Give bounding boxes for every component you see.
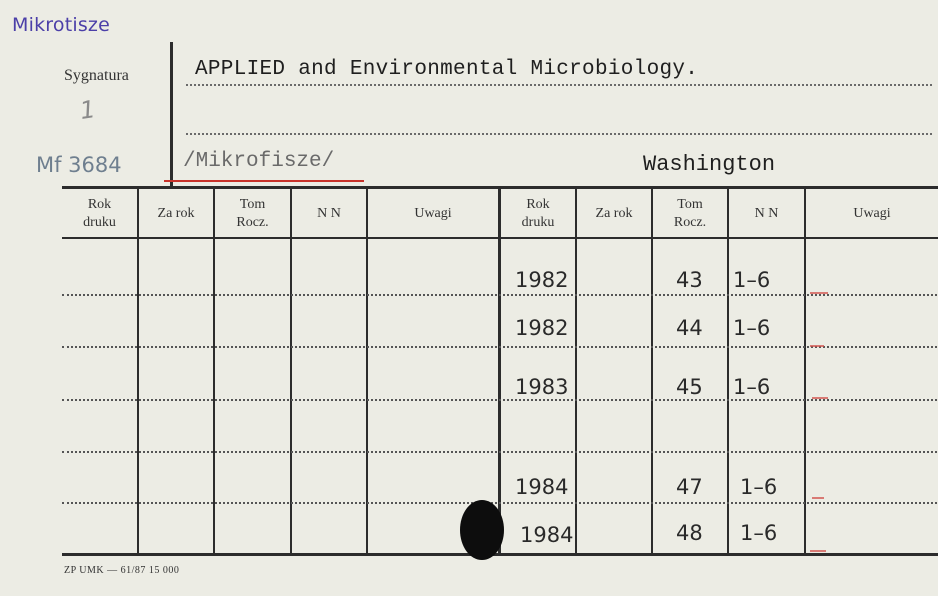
row-line — [62, 451, 937, 453]
red-mark — [810, 345, 824, 347]
column-divider — [290, 188, 292, 556]
entry-nn: 1–6 — [733, 316, 771, 340]
red-mark — [810, 550, 826, 552]
header-uwagi: Uwagi — [853, 206, 891, 221]
column-divider — [651, 188, 653, 556]
entry-tom: 48 — [676, 521, 703, 545]
signature-divider — [170, 42, 173, 188]
entry-tom: 45 — [676, 375, 703, 399]
header-uwagi: Uwagi — [414, 206, 452, 221]
header-nn: N N — [754, 206, 779, 221]
red-mark — [810, 292, 828, 294]
printer-footer: ZP UMK — 61/87 15 000 — [64, 565, 180, 576]
header-za-rok: Za rok — [595, 206, 633, 221]
entry-year: 1984 — [515, 475, 569, 499]
column-divider-center — [498, 188, 501, 556]
entry-tom: 47 — [676, 475, 703, 499]
punch-hole — [460, 500, 504, 560]
title-dotted-line — [186, 84, 932, 86]
entry-year: 1983 — [515, 375, 569, 399]
stamp-mikrotisze: Mikrotisze — [12, 14, 110, 36]
column-divider — [727, 188, 729, 556]
entry-nn: 1–6 — [740, 475, 778, 499]
shelfmark: Mf 3684 — [36, 153, 122, 177]
header-tom-rocz: Tom Rocz. — [673, 197, 707, 230]
row-line — [62, 294, 937, 296]
entry-year: 1982 — [515, 316, 569, 340]
publication-place: Washington — [643, 152, 776, 177]
entry-year: 1984 — [520, 523, 574, 547]
handwritten-mark: 1 — [78, 95, 98, 125]
entry-nn: 1–6 — [733, 375, 771, 399]
entry-tom: 44 — [676, 316, 703, 340]
entry-nn: 1–6 — [740, 521, 778, 545]
header-rok-druku: Rok druku — [521, 197, 555, 230]
row-line — [62, 346, 937, 348]
title-dotted-line-2 — [186, 133, 932, 135]
column-divider — [575, 188, 577, 556]
header-za-rok: Za rok — [157, 206, 195, 221]
red-mark — [812, 497, 824, 499]
header-tom-rocz: Tom Rocz. — [236, 197, 269, 230]
signature-label: Sygnatura — [64, 67, 129, 84]
journal-title: APPLIED and Environmental Microbiology. — [195, 58, 699, 81]
column-divider — [137, 188, 139, 556]
column-divider — [366, 188, 368, 556]
column-divider — [213, 188, 215, 556]
header-rok-druku: Rok druku — [83, 197, 116, 230]
entry-tom: 43 — [676, 268, 703, 292]
red-underline — [164, 180, 364, 182]
entry-year: 1982 — [515, 268, 569, 292]
column-divider — [804, 188, 806, 556]
format-note: /Mikrofisze/ — [183, 150, 335, 173]
row-line — [62, 399, 937, 401]
header-nn: N N — [317, 206, 341, 221]
entry-nn: 1–6 — [733, 268, 771, 292]
row-line — [62, 502, 937, 504]
red-mark — [812, 397, 828, 399]
